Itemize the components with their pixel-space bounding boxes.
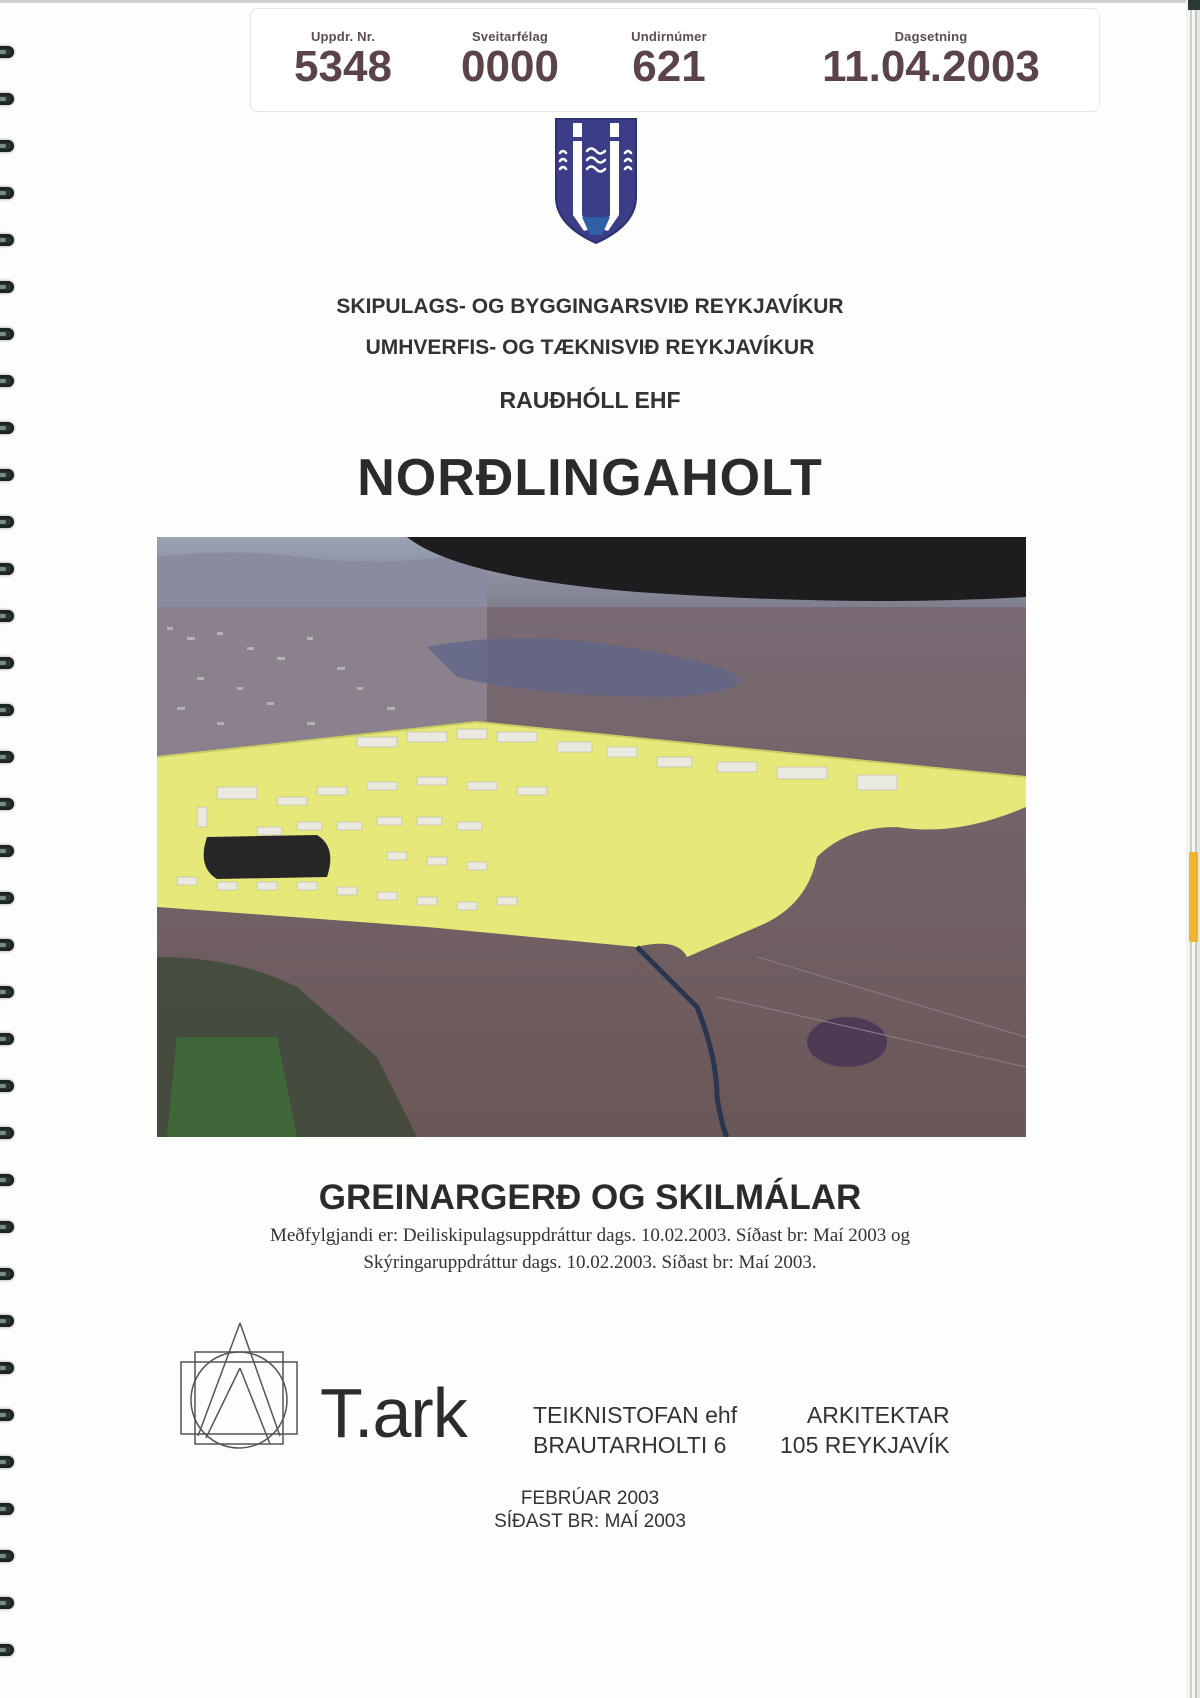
issue-date: FEBRÚAR 2003: [520, 1488, 660, 1509]
binding-ring: [0, 187, 14, 199]
tark-logo-icon: [178, 1318, 300, 1458]
drawing-number-field: [268, 29, 418, 89]
subnumber-label: Undirnúmer: [631, 29, 707, 44]
aerial-photo-illustration: [157, 537, 1026, 1137]
drawing-number-label: Uppdr. Nr.: [310, 29, 376, 44]
drawing-info-box: [250, 8, 1100, 112]
binding-ring: [0, 610, 14, 622]
binding-ring: [0, 1362, 14, 1374]
binding-ring: [0, 234, 14, 246]
document-subtitle: GREINARGERÐ OG SKILMÁLAR: [318, 1178, 862, 1217]
binding-ring: [0, 704, 14, 716]
page-right-edge: [1186, 0, 1200, 1698]
binding-ring: [0, 563, 14, 575]
binding-ring: [0, 1127, 14, 1139]
binding-clip: [1188, 0, 1200, 10]
binding-ring: [0, 140, 14, 152]
binding-ring: [0, 986, 14, 998]
subnumber-field: [609, 29, 729, 89]
date-field: [811, 29, 1051, 89]
binding-ring: [0, 657, 14, 669]
binding-ring: [0, 93, 14, 105]
binding-ring: [0, 892, 14, 904]
architect-profession: ARKITEKTAR: [806, 1402, 950, 1428]
binding-ring: [0, 751, 14, 763]
binding-ring: [0, 281, 14, 293]
description-line-1: Meðfylgjandi er: Deiliskipulagsuppdráttur dags. 10.02.2003. Síðast br: Maí 2003 og: [269, 1225, 911, 1246]
page-top-edge: [0, 0, 1200, 3]
binding-ring: [0, 939, 14, 951]
binding-ring: [0, 1315, 14, 1327]
aerial-photo: [157, 537, 1026, 1137]
architect-firm-name: T.ark: [320, 1374, 467, 1452]
spiral-binding: [0, 0, 24, 1698]
municipality-label: Sveitarfélag: [471, 29, 549, 44]
binding-ring: [0, 422, 14, 434]
architect-company: TEIKNISTOFAN ehf: [533, 1402, 738, 1428]
binding-ring: [0, 845, 14, 857]
binding-ring: [0, 798, 14, 810]
binding-ring: [0, 1456, 14, 1468]
architect-address-left: [533, 1400, 737, 1460]
binding-ring: [0, 1080, 14, 1092]
page-title: NORÐLINGAHOLT: [357, 449, 823, 507]
binding-ring: [0, 1033, 14, 1045]
architect-city: 105 REYKJAVÍK: [780, 1432, 950, 1458]
binding-ring: [0, 1597, 14, 1609]
drawing-number-value: 5348: [294, 42, 392, 91]
binding-ring: [0, 375, 14, 387]
org-developer: RAUÐHÓLL EHF: [499, 387, 681, 413]
date-label: Dagsetning: [894, 29, 968, 44]
binding-ring: [0, 516, 14, 528]
binding-ring: [0, 1409, 14, 1421]
binding-ring: [0, 1644, 14, 1656]
index-tab: [1189, 852, 1198, 942]
document-description: [0, 1222, 1180, 1276]
subnumber-value: 621: [632, 42, 706, 91]
municipality-value: 0000: [461, 42, 559, 91]
binding-ring: [0, 46, 14, 58]
reykjavik-coat-of-arms-icon: [554, 117, 638, 245]
municipality-field: [435, 29, 585, 89]
document-dates: [0, 1487, 1180, 1533]
org-planning-dept: SKIPULAGS- OG BYGGINGARSVIÐ REYKJAVÍKUR: [336, 295, 844, 318]
description-line-2: Skýringaruppdráttur dags. 10.02.2003. Síðast br: Maí 2003.: [363, 1252, 817, 1273]
architect-street: BRAUTARHOLTI 6: [533, 1432, 727, 1458]
date-value: 11.04.2003: [822, 42, 1040, 91]
binding-ring: [0, 1550, 14, 1562]
org-environment-dept: UMHVERFIS- OG TÆKNISVIÐ REYKJAVÍKUR: [365, 336, 815, 359]
architect-address-right: [780, 1400, 950, 1460]
revision-date: SÍÐAST BR: MAÍ 2003: [494, 1511, 686, 1532]
